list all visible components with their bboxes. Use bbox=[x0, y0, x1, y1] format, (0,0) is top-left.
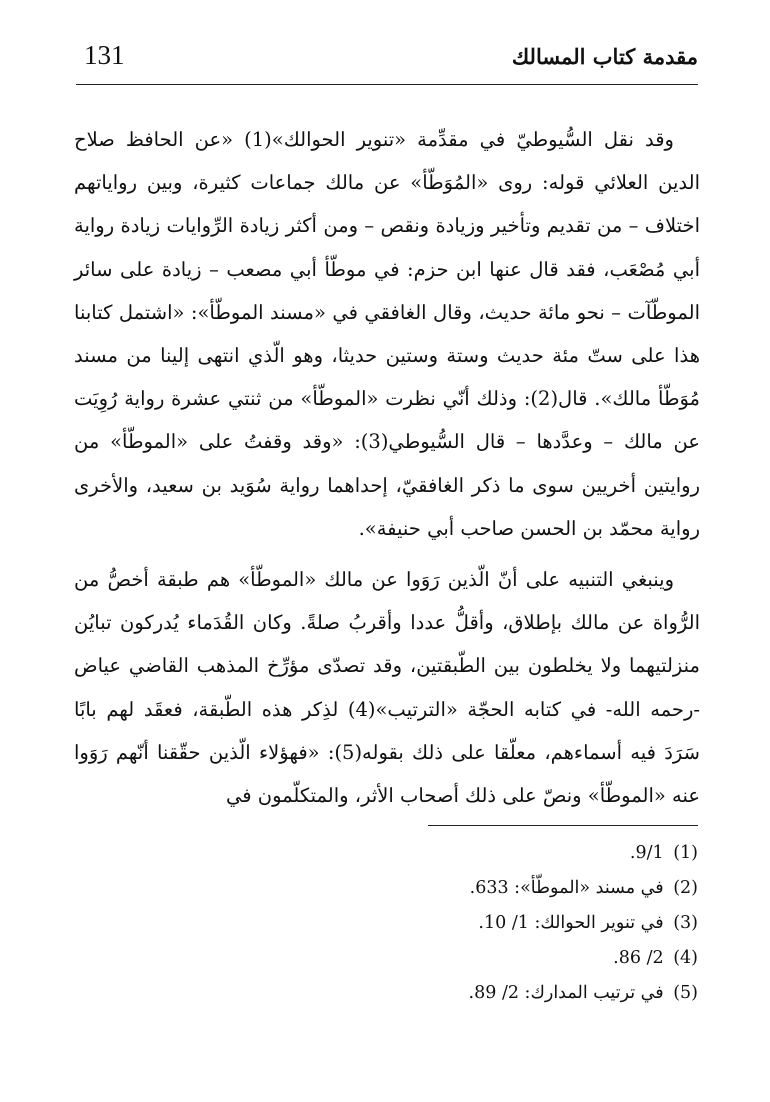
footnote-label: (3) bbox=[673, 913, 698, 933]
body-text bbox=[74, 118, 700, 817]
page-number: 131 bbox=[84, 40, 125, 70]
footnote-text: 9/1. bbox=[629, 843, 664, 863]
header-rule bbox=[76, 84, 698, 85]
paragraph-2: وينبغي التنبيه على أنّ الّذين رَوَوا عن مالك «الموطّأ» هم طبقة أخصُّ من الرُّواة عن مالك بإطلاق، وأقلُّ عددا وأقربُ صلةً. وكان القُدَماء يُدركون تبايُن منزلتيهما ولا يخلطون بين الطّبقتين، وقد تصدّى مؤرِّخ المذهب القاضي عياض -رحمه الله- في كتابه الحجّة «الترتيب»(4) لذِكر هذه الطّبقة، فعقَد لهم بابًا سَرَدَ فيه أسماءهم، معلّقا على ذلك بقوله(5): «فهؤلاء الّذين حقّقنا أنّهم رَوَوا عنه «الموطّأ» ونصّ على ذلك أصحاب الأثر، والمتكلّمون في bbox=[74, 568, 700, 808]
footnotes bbox=[298, 836, 698, 1011]
running-head: مقدمة كتاب المسالك bbox=[511, 44, 698, 69]
footnote-4 bbox=[298, 941, 698, 976]
paragraph-1: وقد نقل السُّيوطيّ في مقدِّمة «تنوير الحوالك»(1) «عن الحافظ صلاح الدين العلائي قوله: روى «المُوَطّأ» عن مالك جماعات كثيرة، وبين رواياتهم اختلاف – من تقديم وتأخير وزيادة ونقص – ومن أكثر زيادة الرِّوايات زيادة رواية أبي مُصْعَب، فقد قال عنها ابن حزم: في موطّأ أبي مصعب – زيادة على سائر الموطّآت – نحو مائة حديث، وقال الغافقي في «مسند الموطّأ»: «اشتمل كتابنا هذا على ستّ مئة حديث وستة وستين حديثا، وهو الّذي انتهى إلينا من مسند مُوَطّأ مالك». قال(2): وذلك أنّي نظرت «الموطّأ» من ثنتي عشرة رواية رُوِيَت عن مالك – وعدَّدها – قال السُّيوطي(3): «وقد وقفتُ على «الموطّأ» من روايتين أخريين سوى ما ذكر الغافقيّ، إحداهما رواية سُوَيد بن سعيد، والأخرى رواية محمّد بن الحسن صاحب أبي حنيفة». bbox=[74, 128, 700, 540]
page-header bbox=[76, 38, 698, 80]
footnote-1 bbox=[298, 836, 698, 871]
footnote-text: 2/ 86. bbox=[613, 948, 664, 968]
footnote-text: في تنوير الحوالك: 1/ 10. bbox=[478, 913, 664, 933]
footnote-2 bbox=[298, 871, 698, 906]
footnote-label: (5) bbox=[673, 983, 698, 1003]
footnote-rule bbox=[428, 825, 698, 826]
footnote-text: في مسند «الموطّأ»: 633. bbox=[469, 878, 664, 898]
footnote-5 bbox=[298, 976, 698, 1011]
footnote-label: (1) bbox=[673, 843, 698, 863]
footnote-label: (2) bbox=[673, 878, 698, 898]
footnote-label: (4) bbox=[673, 948, 698, 968]
footnote-3 bbox=[298, 906, 698, 941]
footnote-text: في ترتيب المدارك: 2/ 89. bbox=[468, 983, 664, 1003]
